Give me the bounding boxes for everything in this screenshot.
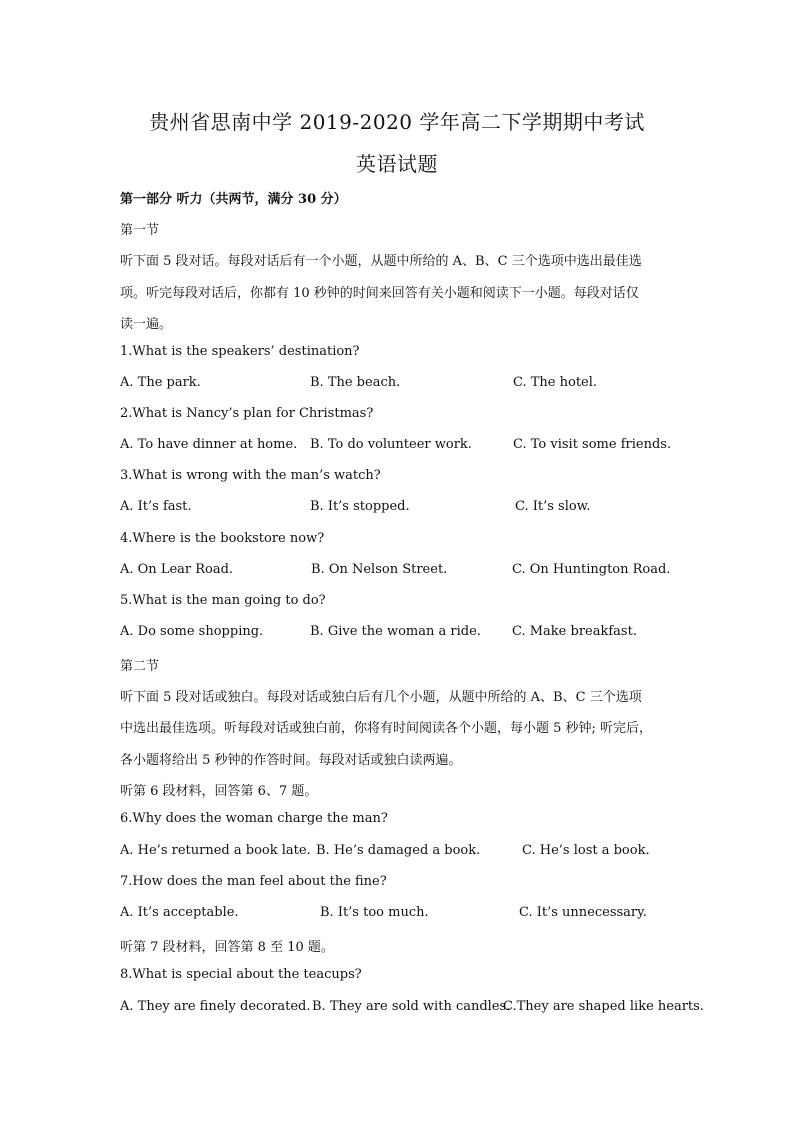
q7-option-c: C. It’s unnecessary. xyxy=(519,905,647,920)
section1-label: 第一节 xyxy=(120,223,160,238)
question-7: 7.How does the man feel about the fine? xyxy=(120,874,387,889)
q6-option-a: A. He’s returned a book late. xyxy=(120,843,311,858)
exam-title: 贵州省思南中学 2019-2020 学年高二下学期期中考试 xyxy=(149,110,645,134)
q2-option-c: C. To visit some friends. xyxy=(513,437,672,452)
section2-instructions-line1: 听下面 5 段对话或独白。每段对话或独白后有几个小题，从题中所给的 A、B、C 三个选项 xyxy=(120,690,642,705)
q6-option-b: B. He’s damaged a book. xyxy=(316,843,481,858)
material-6-note: 听第 6 段材料，回答第 6、7 题。 xyxy=(120,784,318,799)
q2-option-b: B. To do volunteer work. xyxy=(310,437,472,452)
section1-instructions-line1: 听下面 5 段对话。每段对话后有一个小题，从题中所给的 A、B、C 三个选项中选出最佳选 xyxy=(120,254,642,269)
q1-option-a: A. The park. xyxy=(120,375,201,390)
question-1: 1.What is the speakers’ destination? xyxy=(120,344,360,359)
section2-instructions-line3: 各小题将给出 5 秒钟的作答时间。每段对话或独白读两遍。 xyxy=(120,753,462,768)
q7-option-a: A. It’s acceptable. xyxy=(120,905,239,920)
q5-option-a: A. Do some shopping. xyxy=(120,624,264,639)
part1-heading: 第一部分 听力（共两节，满分 30 分） xyxy=(120,192,347,207)
q7-option-b: B. It’s too much. xyxy=(320,905,429,920)
q4-option-b: B. On Nelson Street. xyxy=(311,562,448,577)
q2-option-a: A. To have dinner at home. xyxy=(120,437,298,452)
q4-option-c: C. On Huntington Road. xyxy=(512,562,671,577)
question-5: 5.What is the man going to do? xyxy=(120,593,326,608)
q3-option-c: C. It’s slow. xyxy=(515,499,591,514)
section2-instructions-line2: 中选出最佳选项。听每段对话或独白前，你将有时间阅读各个小题，每小题 5 秒钟; 听完后， xyxy=(120,721,653,736)
question-2: 2.What is Nancy’s plan for Christmas? xyxy=(120,406,374,421)
question-6: 6.Why does the woman charge the man? xyxy=(120,811,388,826)
section2-label: 第二节 xyxy=(120,659,160,674)
q1-option-c: C. The hotel. xyxy=(513,375,598,390)
section1-instructions-line3: 读一遍。 xyxy=(120,317,173,332)
q8-option-b: B. They are sold with candles. xyxy=(312,999,511,1014)
q5-option-c: C. Make breakfast. xyxy=(512,624,637,639)
question-4: 4.Where is the bookstore now? xyxy=(120,531,325,546)
q5-option-b: B. Give the woman a ride. xyxy=(310,624,481,639)
q4-option-a: A. On Lear Road. xyxy=(120,562,234,577)
section1-instructions-line2: 项。听完每段对话后，你都有 10 秒钟的时间来回答有关小题和阅读下一小题。每段对话仅 xyxy=(120,286,639,301)
question-8: 8.What is special about the teacups? xyxy=(120,967,362,982)
q3-option-a: A. It’s fast. xyxy=(120,499,192,514)
material-7-note: 听第 7 段材料，回答第 8 至 10 题。 xyxy=(120,940,334,955)
q3-option-b: B. It’s stopped. xyxy=(310,499,410,514)
exam-subtitle: 英语试题 xyxy=(356,152,438,176)
q6-option-c: C. He’s lost a book. xyxy=(522,843,650,858)
question-3: 3.What is wrong with the man’s watch? xyxy=(120,468,381,483)
q8-option-c: C.They are shaped like hearts. xyxy=(503,999,704,1014)
q8-option-a: A. They are finely decorated. xyxy=(120,999,311,1014)
q1-option-b: B. The beach. xyxy=(310,375,401,390)
